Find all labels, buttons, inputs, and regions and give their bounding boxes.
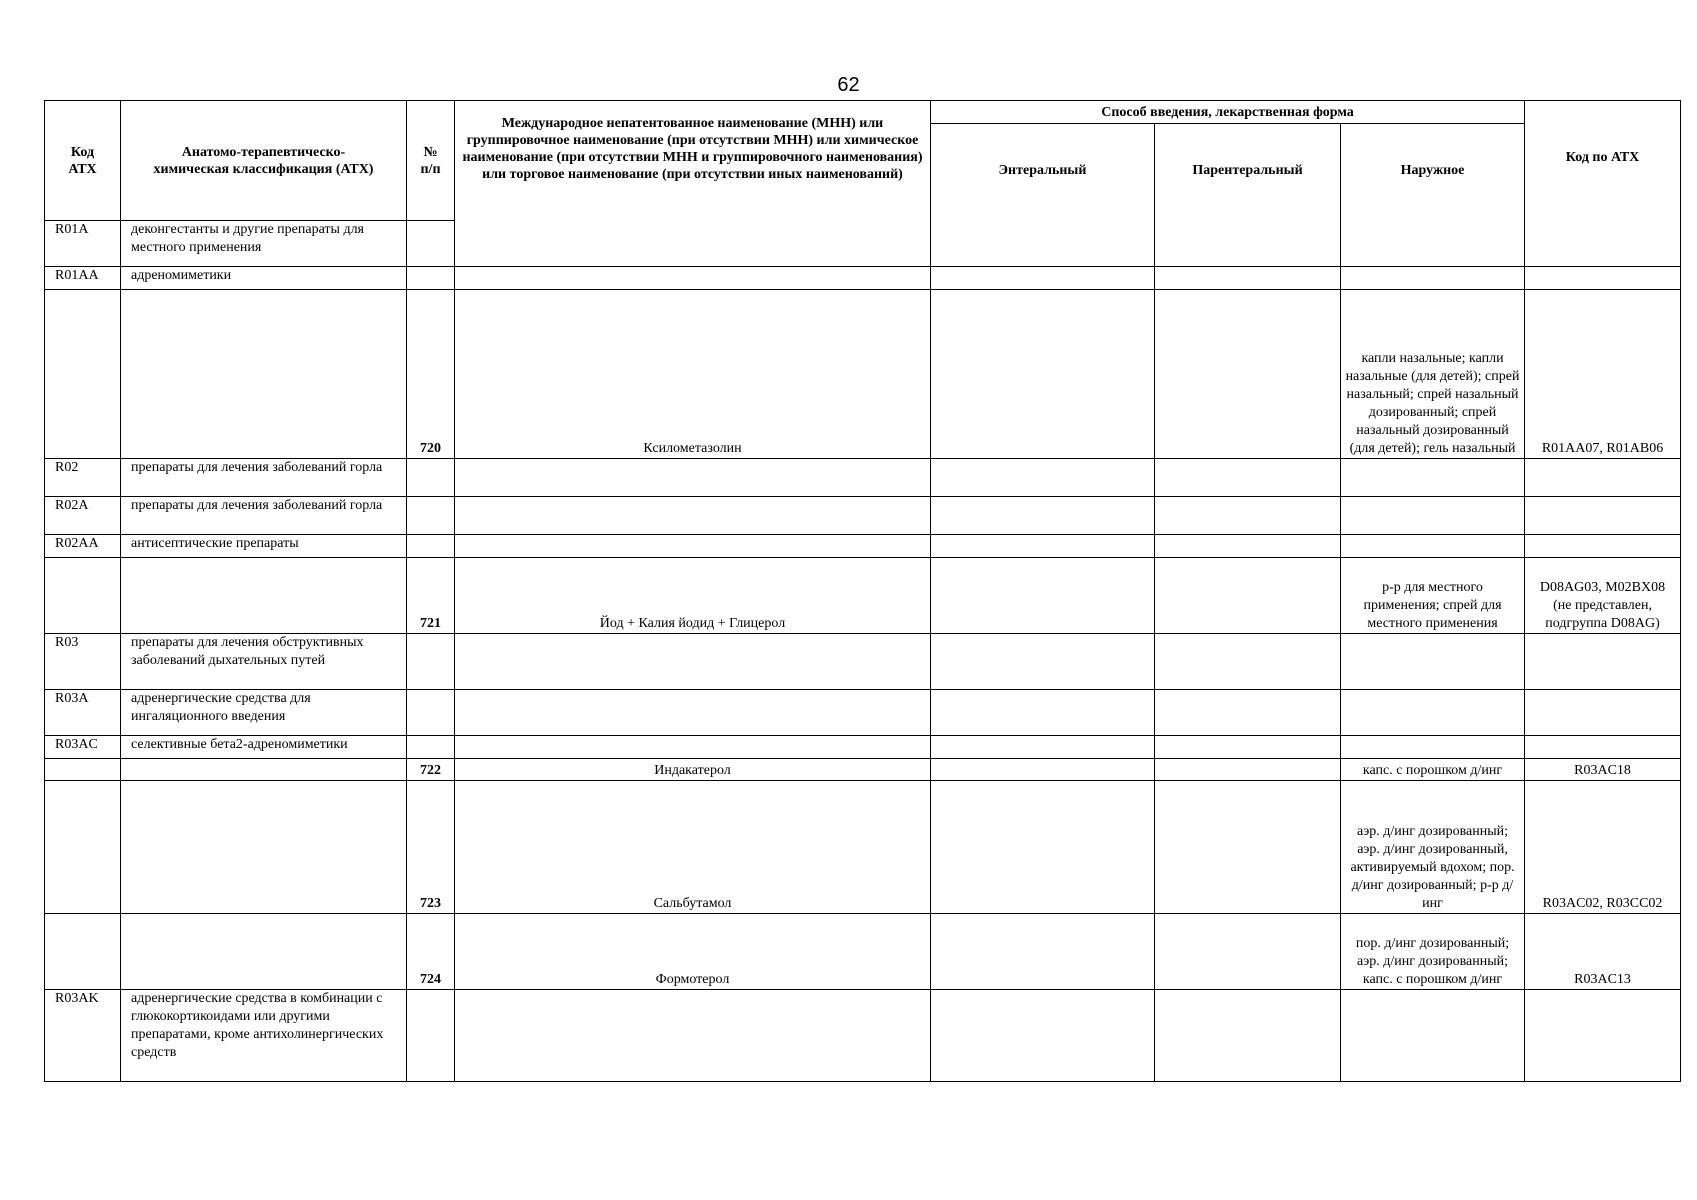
row-num bbox=[407, 459, 455, 497]
first-group-num bbox=[407, 221, 455, 267]
row-code: R02AA bbox=[45, 535, 121, 558]
drug-table bbox=[44, 100, 1681, 1082]
row-parenteral bbox=[1155, 267, 1341, 290]
row-class bbox=[121, 781, 407, 914]
row-name bbox=[455, 736, 931, 759]
row-external bbox=[1341, 459, 1525, 497]
row-name bbox=[455, 267, 931, 290]
row-enteral bbox=[931, 759, 1155, 781]
row-name: Йод + Калия йодид + Глицерол bbox=[455, 558, 931, 634]
header-enteral: Энтеральный bbox=[931, 124, 1155, 267]
table-row bbox=[45, 558, 1681, 634]
row-code: R02A bbox=[45, 497, 121, 535]
table-row bbox=[45, 736, 1681, 759]
row-code: R02 bbox=[45, 459, 121, 497]
row-num: 724 bbox=[407, 914, 455, 990]
row-code bbox=[45, 759, 121, 781]
row-atx: R01AA07, R01AB06 bbox=[1525, 290, 1681, 459]
row-class: адренергические средства в комбинации с глюкокортикоидами или другими препаратами, кроме антихолинергических средств bbox=[121, 990, 407, 1082]
header-classification-label: Анатомо-терапевтическо-химическая классификация (АТХ) bbox=[153, 144, 374, 177]
row-num: 721 bbox=[407, 558, 455, 634]
row-code bbox=[45, 781, 121, 914]
row-external: капс. с порошком д/инг bbox=[1341, 759, 1525, 781]
row-parenteral bbox=[1155, 290, 1341, 459]
header-route-group: Способ введения, лекарственная форма bbox=[931, 101, 1525, 124]
row-code: R01AA bbox=[45, 267, 121, 290]
row-class bbox=[121, 759, 407, 781]
header-code-label: Код АТХ bbox=[68, 144, 97, 177]
row-atx bbox=[1525, 690, 1681, 736]
row-atx bbox=[1525, 990, 1681, 1082]
table-row bbox=[45, 290, 1681, 459]
row-name bbox=[455, 459, 931, 497]
table-row bbox=[45, 990, 1681, 1082]
row-name bbox=[455, 497, 931, 535]
row-class: препараты для лечения обструктивных заболеваний дыхательных путей bbox=[121, 634, 407, 690]
row-parenteral bbox=[1155, 558, 1341, 634]
page-number: 62 bbox=[837, 74, 860, 96]
row-code: R03AK bbox=[45, 990, 121, 1082]
row-num: 723 bbox=[407, 781, 455, 914]
row-external bbox=[1341, 497, 1525, 535]
row-parenteral bbox=[1155, 459, 1341, 497]
row-external bbox=[1341, 267, 1525, 290]
row-enteral bbox=[931, 914, 1155, 990]
row-external: пор. д/инг дозированный; аэр. д/инг дозированный; капс. с порошком д/инг bbox=[1341, 914, 1525, 990]
row-atx bbox=[1525, 634, 1681, 690]
row-parenteral bbox=[1155, 634, 1341, 690]
row-name bbox=[455, 990, 931, 1082]
table-row bbox=[45, 634, 1681, 690]
row-name: Индакатерол bbox=[455, 759, 931, 781]
row-class bbox=[121, 558, 407, 634]
row-name: Ксилометазолин bbox=[455, 290, 931, 459]
row-enteral bbox=[931, 290, 1155, 459]
row-code bbox=[45, 290, 121, 459]
row-enteral bbox=[931, 990, 1155, 1082]
row-atx: R03AC02, R03CC02 bbox=[1525, 781, 1681, 914]
row-enteral bbox=[931, 736, 1155, 759]
row-code bbox=[45, 914, 121, 990]
row-atx bbox=[1525, 459, 1681, 497]
header-name-label: Международное непатентованное наименование (МНН) или группировочное наименование (при отсутствии МНН) или химическое наименование (при отсутствии МНН и группировочного наименования) или торговое наименование (при отсутствии иных наименований) bbox=[462, 116, 923, 182]
row-enteral bbox=[931, 634, 1155, 690]
row-external bbox=[1341, 736, 1525, 759]
row-external: р-р для местного применения; спрей для местного применения bbox=[1341, 558, 1525, 634]
row-code bbox=[45, 558, 121, 634]
row-external bbox=[1341, 634, 1525, 690]
header-parenteral: Парентеральный bbox=[1155, 124, 1341, 267]
header-name bbox=[455, 101, 931, 267]
row-name bbox=[455, 634, 931, 690]
row-enteral bbox=[931, 558, 1155, 634]
row-name bbox=[455, 535, 931, 558]
row-class bbox=[121, 914, 407, 990]
header-atx-code: Код по АТХ bbox=[1525, 101, 1681, 267]
row-name: Сальбутамол bbox=[455, 781, 931, 914]
row-code: R03 bbox=[45, 634, 121, 690]
header-number bbox=[407, 101, 455, 221]
row-num bbox=[407, 736, 455, 759]
header-external: Наружное bbox=[1341, 124, 1525, 267]
table-row bbox=[45, 759, 1681, 781]
row-enteral bbox=[931, 690, 1155, 736]
row-num: 720 bbox=[407, 290, 455, 459]
table-row bbox=[45, 781, 1681, 914]
row-num bbox=[407, 497, 455, 535]
table-row bbox=[45, 914, 1681, 990]
row-parenteral bbox=[1155, 914, 1341, 990]
row-parenteral bbox=[1155, 759, 1341, 781]
row-name: Формотерол bbox=[455, 914, 931, 990]
table-row bbox=[45, 497, 1681, 535]
header-code bbox=[45, 101, 121, 221]
row-parenteral bbox=[1155, 736, 1341, 759]
row-external bbox=[1341, 990, 1525, 1082]
row-parenteral bbox=[1155, 781, 1341, 914]
row-num bbox=[407, 690, 455, 736]
row-external: капли назальные; капли назальные (для детей); спрей назальный; спрей назальный дозированный; спрей назальный дозированный (для детей); гель назальный bbox=[1341, 290, 1525, 459]
row-code: R03A bbox=[45, 690, 121, 736]
first-group-class: деконгестанты и другие препараты для местного применения bbox=[121, 221, 407, 267]
table-row bbox=[45, 459, 1681, 497]
row-enteral bbox=[931, 497, 1155, 535]
row-parenteral bbox=[1155, 497, 1341, 535]
row-num bbox=[407, 990, 455, 1082]
row-enteral bbox=[931, 267, 1155, 290]
row-num bbox=[407, 267, 455, 290]
row-enteral bbox=[931, 535, 1155, 558]
row-external bbox=[1341, 535, 1525, 558]
row-class: препараты для лечения заболеваний горла bbox=[121, 459, 407, 497]
row-class: препараты для лечения заболеваний горла bbox=[121, 497, 407, 535]
row-class: селективные бета2-адреномиметики bbox=[121, 736, 407, 759]
table-row bbox=[45, 267, 1681, 290]
row-num bbox=[407, 634, 455, 690]
header-classification bbox=[121, 101, 407, 221]
row-code: R03AC bbox=[45, 736, 121, 759]
row-class: адренергические средства для ингаляционного введения bbox=[121, 690, 407, 736]
row-atx bbox=[1525, 497, 1681, 535]
row-parenteral bbox=[1155, 535, 1341, 558]
table-row bbox=[45, 690, 1681, 736]
row-atx bbox=[1525, 535, 1681, 558]
row-atx: R03AC13 bbox=[1525, 914, 1681, 990]
row-parenteral bbox=[1155, 690, 1341, 736]
first-group-code: R01A bbox=[45, 221, 121, 267]
row-atx: D08AG03, M02BX08 (не представлен, подгруппа D08AG) bbox=[1525, 558, 1681, 634]
row-atx bbox=[1525, 736, 1681, 759]
row-external: аэр. д/инг дозированный; аэр. д/инг дозированный, активируемый вдохом; пор. д/инг дозированный; р-р д/инг bbox=[1341, 781, 1525, 914]
header-number-label: № п/п bbox=[420, 144, 441, 177]
row-atx: R03AC18 bbox=[1525, 759, 1681, 781]
row-class bbox=[121, 290, 407, 459]
row-enteral bbox=[931, 459, 1155, 497]
row-external bbox=[1341, 690, 1525, 736]
row-class: антисептические препараты bbox=[121, 535, 407, 558]
row-enteral bbox=[931, 781, 1155, 914]
row-parenteral bbox=[1155, 990, 1341, 1082]
table-row bbox=[45, 535, 1681, 558]
row-class: адреномиметики bbox=[121, 267, 407, 290]
row-num bbox=[407, 535, 455, 558]
row-num: 722 bbox=[407, 759, 455, 781]
row-name bbox=[455, 690, 931, 736]
row-atx bbox=[1525, 267, 1681, 290]
